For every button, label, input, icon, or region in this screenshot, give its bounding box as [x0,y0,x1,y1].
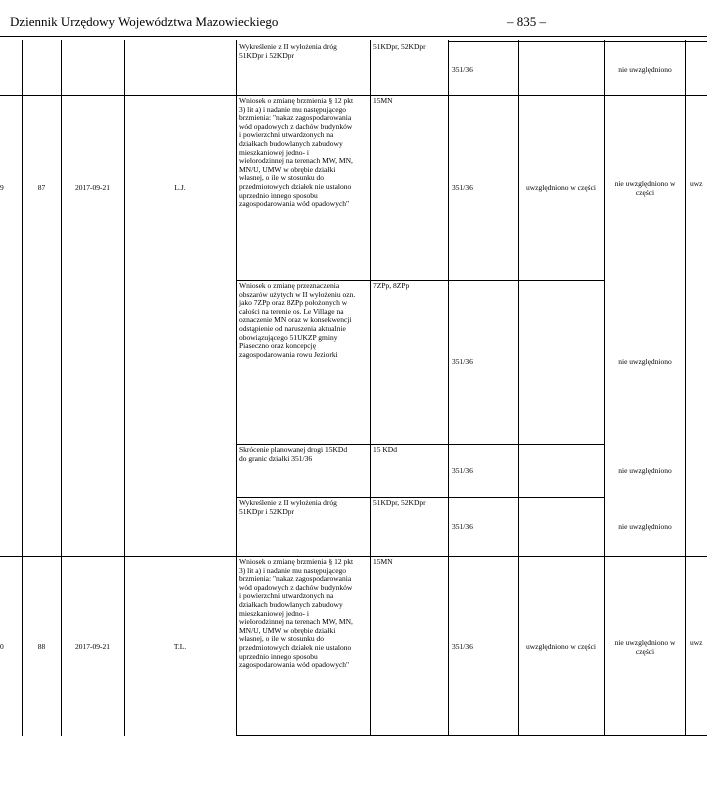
group-id: 87 [37,183,46,192]
row-area: 51KDpr, 52KDpr [373,498,426,507]
row-parcel: 351/36 [452,522,473,531]
group-status-final: nie uwzględniono w części [614,638,676,656]
group-status-cut: uwz [690,179,703,188]
column-divider [604,40,605,736]
row-result: nie uwzględniono [618,357,672,366]
row-description: Wykreślenie z II wyłożenia dróg 51KDpr i 52KDpr [239,498,337,516]
row-divider [448,41,707,42]
row-divider [0,556,707,557]
row-divider [0,95,707,96]
row-result: nie uwzględniono [618,65,672,74]
row-area: 7ZPp, 8ZPp [373,281,410,290]
column-divider [124,40,125,736]
group-status: uwzględniono w części [526,642,596,651]
row-area: 15 KDd [373,445,397,454]
page-number: – 835 – [507,14,546,29]
journal-title: Dziennik Urzędowy Województwa Mazowieckiego [10,14,279,29]
row-description: Wniosek o zmianę brzmienia § 12 pkt 3) lit a) i nadanie mu następującego brzmienia: "nakaz zagospodarowania wód opadowych z dachów budynków i powierzchni utwardzonych na działkach budowlanych zabudowy mieszkaniowej jedno- i wielorodzinnej na terenach MW, MN, MN/U, UMW w obrębie działki własnej, o ile w stosunku do przedmiotowych działek nie ustalono uprzednio innego sposobu zagospodarowania wód opadowych" [239,96,354,209]
group-id: 88 [37,642,46,651]
row-parcel: 351/36 [452,642,473,651]
header-divider [0,36,707,37]
row-parcel: 351/36 [452,357,473,366]
row-description: Wniosek o zmianę przeznaczenia obszarów użytych w II wyłożeniu ozn. jako 7ZPp oraz 8ZPp położonych w całości na terenie os. Le Village na oznaczenie MN oraz w konsekwencji odstąpienie od naruszenia aktualnie obowiązującego 51UKZP gminy Piaseczno oraz koncepcję zagospodarowania rowu Jeziorki [239,281,356,359]
row-parcel: 351/36 [452,183,473,192]
group-name: L.J. [174,183,186,192]
row-result: nie uwzględniono [618,466,672,475]
row-description: Wykreślenie z II wyłożenia dróg 51KDpr i 52KDpr [239,42,337,60]
group-date: 2017-09-21 [75,183,110,192]
column-divider [685,40,686,736]
row-area: 15MN [373,96,393,105]
group-lp: 9 [0,183,4,192]
row-description: Wniosek o zmianę brzmienia § 12 pkt 3) lit a) i nadanie mu następującego brzmienia: "nakaz zagospodarowania wód opadowych z dachów budynków i powierzchni utwardzonych na działkach budowlanych zabudowy mieszkaniowej jedno- i wielorodzinnej na terenach MW, MN, MN/U, UMW w obrębie działki własnej, o ile w stosunku do przedmiotowych działek nie ustalono uprzednio innego sposobu zagospodarowania wód opadowych" [239,557,354,670]
column-divider [370,40,371,736]
row-parcel: 351/36 [452,466,473,475]
column-divider [448,40,449,736]
group-status-cut: uwz [690,638,703,647]
row-result: nie uwzględniono [618,522,672,531]
group-status: uwzględniono w części [526,183,596,192]
group-date: 2017-09-21 [75,642,110,651]
column-divider [22,40,23,736]
column-divider [61,40,62,736]
group-lp: 0 [0,642,4,651]
row-area: 15MN [373,557,393,566]
row-area: 51KDpr, 52KDpr [373,42,426,51]
row-divider [236,735,707,736]
group-status-final: nie uwzględniono w części [614,179,676,197]
column-divider [518,40,519,736]
group-name: T.L. [173,642,187,651]
column-divider [236,40,237,736]
row-parcel: 351/36 [452,65,473,74]
row-description: Skrócenie planowanej drogi 15KDd do granic działki 351/36 [239,445,348,463]
